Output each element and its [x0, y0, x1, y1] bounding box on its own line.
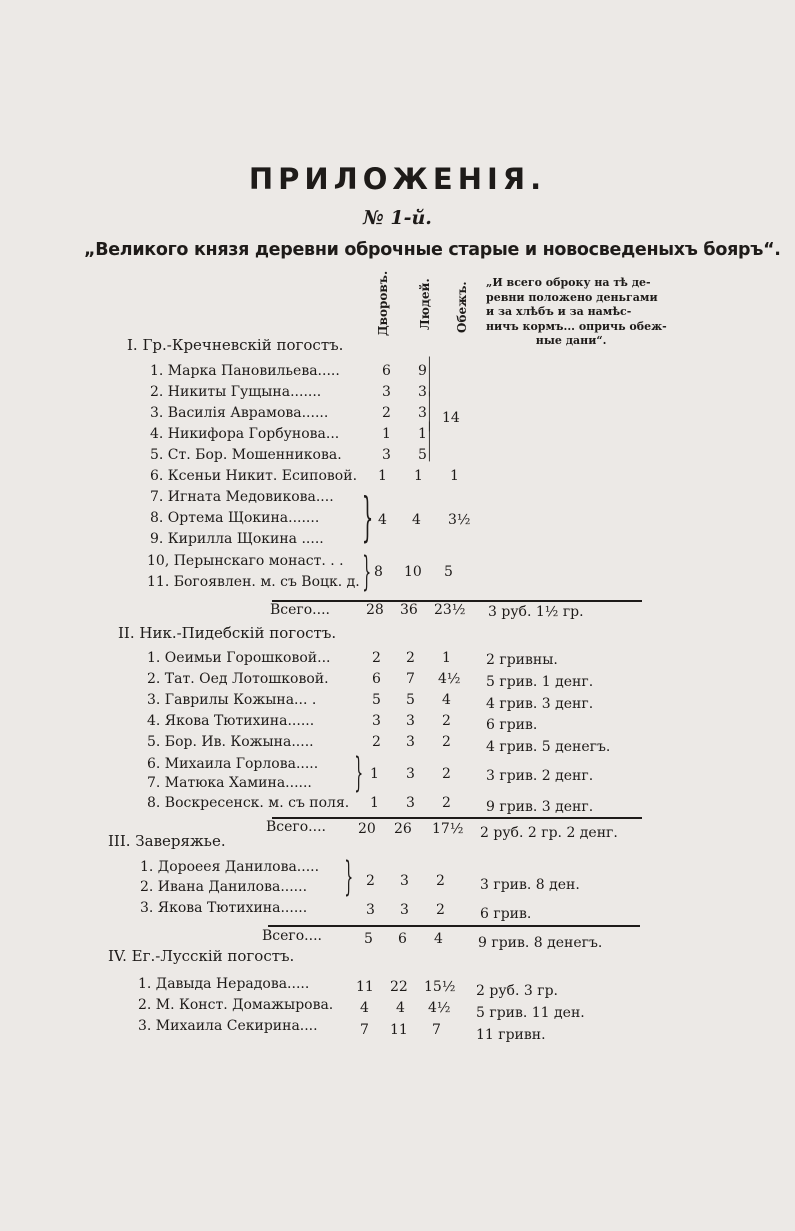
cell-dvorov: 6: [382, 363, 391, 379]
table-row-name: 2. Никиты Гущына.......: [150, 384, 322, 400]
total-label: Всего....: [270, 602, 330, 618]
table-row-name: 3. Михаила Секирина....: [138, 1018, 318, 1034]
table-row-name: 1. Дороеея Данилова.....: [140, 859, 320, 875]
brace-group-5: }: [344, 854, 354, 900]
table-row-name: 4. Якова Тютихина......: [147, 713, 315, 729]
cell-lyudey: 3: [406, 713, 415, 729]
section-heading: III. Заверяжье.: [108, 832, 226, 850]
cell-lyudey: 10: [404, 564, 422, 580]
cell-lyudey: 3: [418, 405, 427, 421]
table-row-name: 5. Бор. Ив. Кожына.....: [147, 734, 314, 750]
brace-group-1c: │: [426, 421, 433, 462]
brace-group-1b: │: [426, 391, 433, 432]
cell-money: 2 руб. 3 гр.: [476, 983, 558, 999]
cell-dvorov: 8: [374, 564, 383, 580]
cell-money: 5 грив. 11 ден.: [476, 1005, 585, 1021]
cell-money: 11 гривн.: [476, 1027, 546, 1043]
cell-obezh: 1: [442, 650, 451, 666]
cell-obezh: 4: [442, 692, 451, 708]
cell-lyudey: 11: [390, 1022, 408, 1038]
table-row-name: 9. Кирилла Щокина .....: [150, 531, 324, 547]
total-obezh: 23½: [434, 602, 466, 618]
cell-obezh: 7: [432, 1022, 441, 1038]
cell-lyudey: 3: [400, 873, 409, 889]
total-money: 9 грив. 8 денегъ.: [478, 935, 603, 951]
cell-dvorov: 1: [382, 426, 391, 442]
cell-lyudey: 1: [418, 426, 427, 442]
table-row-name: 6. Ксеньи Никит. Есиповой.: [150, 468, 358, 484]
table-row-name: 8. Ортема Щокина.......: [150, 510, 320, 526]
table-row-name: 8. Воскресенск. м. съ поля.: [147, 795, 350, 811]
section-heading: IV. Ег.-Лусскій погостъ.: [108, 947, 295, 965]
section-heading: II. Ник.-Пидебскій погостъ.: [118, 624, 337, 642]
table-row-name: 3. Якова Тютихина......: [140, 900, 308, 916]
cell-lyudey: 5: [406, 692, 415, 708]
cell-money: 4 грив. 3 денг.: [486, 696, 594, 712]
cell-dvorov: 2: [366, 873, 375, 889]
table-row-name: 11. Богоявлен. м. съ Воцк. д.: [147, 574, 360, 590]
cell-money: 9 грив. 3 денг.: [486, 799, 594, 815]
cell-dvorov: 5: [372, 692, 381, 708]
cell-lyudey: 3: [418, 384, 427, 400]
cell-lyudey: 22: [390, 979, 408, 995]
cell-dvorov: 4: [360, 1000, 369, 1016]
column-header-obezh: Обежъ.: [455, 281, 469, 333]
cell-lyudey: 3: [400, 902, 409, 918]
table-row-name: 1. Давыда Нерадова.....: [138, 976, 310, 992]
brace-group-3: }: [362, 549, 372, 595]
table-row-name: 10, Перынскаго монаст. . .: [147, 553, 344, 569]
total-lyudey: 36: [400, 602, 418, 618]
total-dvorov: 20: [358, 821, 376, 837]
cell-obezh: 15½: [424, 979, 456, 995]
section-heading: I. Гр.-Кречневскій погостъ.: [127, 336, 344, 354]
total-obezh: 17½: [432, 821, 464, 837]
cell-obezh: 5: [444, 564, 453, 580]
cell-obezh: 4½: [428, 1000, 451, 1016]
table-row-name: 1. Марка Пановильева.....: [150, 363, 340, 379]
brace-group-2: }: [361, 488, 374, 548]
table-row-name: 2. Тат. Оед Лотошковой.: [147, 671, 329, 687]
total-rule: [272, 817, 642, 819]
cell-money: 3 грив. 2 денг.: [486, 768, 594, 784]
cell-dvorov: 1: [378, 468, 387, 484]
column-header-dvorov: Дворовъ.: [376, 270, 390, 336]
total-dvorov: 28: [366, 602, 384, 618]
cell-dvorov: 3: [372, 713, 381, 729]
page-title: ПРИЛОЖЕНІЯ.: [248, 162, 547, 196]
cell-lyudey: 3: [406, 734, 415, 750]
table-row-name: 2. Ивана Данилова......: [140, 879, 308, 895]
total-label: Всего....: [266, 819, 326, 835]
cell-obezh: 2: [442, 734, 451, 750]
cell-lyudey: 7: [406, 671, 415, 687]
brace-group-1: │: [426, 356, 433, 397]
cell-money: 5 грив. 1 денг.: [486, 674, 594, 690]
cell-money: 2 гривны.: [486, 652, 558, 668]
brace-group-4: }: [354, 750, 364, 796]
total-obezh: 4: [434, 931, 443, 947]
table-row-name: 7. Матюка Хамина......: [147, 775, 312, 791]
table-row-name: 3. Василія Аврамова......: [150, 405, 329, 421]
total-dvorov: 5: [364, 931, 373, 947]
cell-obezh: 2: [442, 713, 451, 729]
cell-lyudey: 4: [412, 512, 421, 528]
table-row-name: 3. Гаврилы Кожына... .: [147, 692, 317, 708]
cell-obezh: 4½: [438, 671, 461, 687]
cell-obezh: 3½: [448, 512, 471, 528]
table-row-name: 5. Ст. Бор. Мошенникова.: [150, 447, 342, 463]
cell-lyudey: 3: [406, 795, 415, 811]
cell-obezh: 1: [450, 468, 459, 484]
cell-money: 4 грив. 5 денегъ.: [486, 739, 611, 755]
cell-dvorov: 4: [378, 512, 387, 528]
cell-dvorov: 2: [382, 405, 391, 421]
cell-obezh: 2: [436, 873, 445, 889]
cell-obezh: 2: [442, 766, 451, 782]
cell-dvorov: 2: [372, 650, 381, 666]
cell-dvorov: 3: [382, 384, 391, 400]
table-row-name: 2. М. Конст. Домажырова.: [138, 997, 334, 1013]
cell-lyudey: 2: [406, 650, 415, 666]
cell-obezh: 2: [436, 902, 445, 918]
cell-obezh: 2: [442, 795, 451, 811]
total-rule: [268, 925, 640, 927]
total-label: Всего....: [262, 928, 322, 944]
cell-obezh: 14: [442, 410, 460, 426]
appendix-number: № 1-й.: [363, 207, 432, 229]
cell-dvorov: 1: [370, 766, 379, 782]
appendix-subtitle: „Великого князя деревни оброчные старые и новосведеныхъ бояръ“.: [84, 240, 781, 260]
total-lyudey: 6: [398, 931, 407, 947]
cell-dvorov: 3: [382, 447, 391, 463]
column-header-lyudey: Людей.: [418, 278, 432, 330]
cell-dvorov: 11: [356, 979, 374, 995]
cell-lyudey: 9: [418, 363, 427, 379]
cell-dvorov: 7: [360, 1022, 369, 1038]
column-header-note: „И всего оброку на тѣ де- ревни положено деньгами и за хлѣбъ и за намѣс- ничъ кормъ... опричь обеж- ные дани“.: [486, 276, 667, 347]
cell-dvorov: 2: [372, 734, 381, 750]
cell-lyudey: 4: [396, 1000, 405, 1016]
table-row-name: 7. Игната Медовикова....: [150, 489, 334, 505]
cell-money: 3 грив. 8 ден.: [480, 877, 580, 893]
table-row-name: 1. Оеимьи Горошковой...: [147, 650, 331, 666]
cell-dvorov: 6: [372, 671, 381, 687]
cell-money: 6 грив.: [486, 717, 538, 733]
cell-dvorov: 3: [366, 902, 375, 918]
total-money: 3 руб. 1½ гр.: [488, 604, 584, 620]
cell-lyudey: 5: [418, 447, 427, 463]
cell-money: 6 грив.: [480, 906, 532, 922]
total-money: 2 руб. 2 гр. 2 денг.: [480, 825, 618, 841]
table-row-name: 6. Михаила Горлова.....: [147, 756, 319, 772]
total-lyudey: 26: [394, 821, 412, 837]
cell-lyudey: 1: [414, 468, 423, 484]
cell-lyudey: 3: [406, 766, 415, 782]
cell-dvorov: 1: [370, 795, 379, 811]
table-row-name: 4. Никифора Горбунова...: [150, 426, 340, 442]
